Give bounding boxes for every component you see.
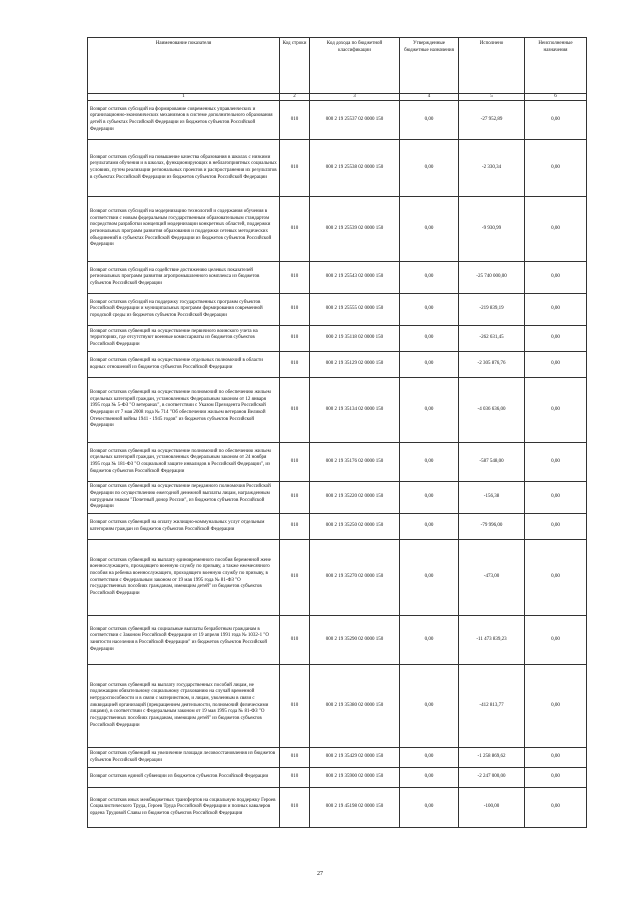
row-kbk: 000 2 19 25538 02 0000 150 xyxy=(310,140,400,197)
row-name: Возврат остатков иных межбюджетных трансфертов на социальную поддержку Героев Социалистического Труда, Героев Труда Российской Федерации и полных кавалеров ордена Трудовой Славы из бюджетов субъектов Российской Федерации xyxy=(88,788,280,828)
row-unexecuted: 0,00 xyxy=(525,748,587,768)
row-unexecuted: 0,00 xyxy=(525,140,587,197)
table-row xyxy=(88,326,587,352)
row-code: 010 xyxy=(280,352,310,378)
row-name: Возврат остатков субвенций на увеличение площади лесовосстановления из бюджетов субъектов Российской Федерации xyxy=(88,748,280,768)
row-approved: 0,00 xyxy=(400,140,459,197)
row-code: 010 xyxy=(280,294,310,326)
row-unexecuted: 0,00 xyxy=(525,482,587,514)
row-executed: -262 631,45 xyxy=(459,326,525,352)
row-name: Возврат остатков субвенций на социальные выплаты безработным гражданам в соответствии с Законом Российской Федерации от 19 апреля 1991 года № 1032-1 "О занятости населения в Российской Федерации" из бюджетов субъектов Российской Федерации xyxy=(88,616,280,665)
row-executed: -219 839,19 xyxy=(459,294,525,326)
row-executed: -156,38 xyxy=(459,482,525,514)
row-code: 010 xyxy=(280,378,310,443)
row-name: Возврат остатков субсидий на повышение качества образования в школах с низкими результатами обучения и в школах, функционирующих в неблагоприятных социальных условиях, путем реализации региональных проектов и распространения их результатов в субъектах Российской Федерации из бюджетов субъектов Российской Федерации xyxy=(88,140,280,197)
row-kbk: 000 2 19 35220 02 0000 150 xyxy=(310,482,400,514)
table-row xyxy=(88,140,587,197)
table-row xyxy=(88,352,587,378)
row-name: Возврат остатков субсидий на формирование современных управленческих и организационно-экономических механизмов в системе дополнительного образования детей в субъектах Российской Федерации из бюджетов субъектов Российской Федерации xyxy=(88,101,280,140)
column-numbers-row xyxy=(88,94,587,101)
table-row xyxy=(88,616,587,665)
row-executed: -2 305 876,76 xyxy=(459,352,525,378)
row-code: 010 xyxy=(280,101,310,140)
column-number: 3 xyxy=(310,94,400,101)
table-row xyxy=(88,514,587,540)
row-code: 010 xyxy=(280,262,310,294)
row-name: Возврат остатков субвенций на выплату государственных пособий лицам, не подлежащим обязательному социальному страхованию на случай временной нетрудоспособности и в связи с материнством, и лицам, уволенным в связи с ликвидацией организаций (прекращением деятельности, полномочий физическими лицами), в соответствии с Федеральным законом от 19 мая 1995 года № 81-ФЗ "О государственных пособиях гражданам, имеющим детей" из бюджетов субъектов Российской Федерации xyxy=(88,665,280,748)
row-executed: -11 473 839,23 xyxy=(459,616,525,665)
table-row xyxy=(88,748,587,768)
row-executed: -1 258 869,62 xyxy=(459,748,525,768)
row-name: Возврат остатков субсидий на поддержку государственных программ субъектов Российской Федерации и муниципальных программ формирования современной городской среды из бюджетов субъектов Российской Федерации xyxy=(88,294,280,326)
table-row xyxy=(88,540,587,616)
row-approved: 0,00 xyxy=(400,514,459,540)
row-name: Возврат остатков субвенций на осуществление первичного воинского учета на территориях, где отсутствуют военные комиссариаты из бюджетов субъектов Российской Федерации xyxy=(88,326,280,352)
header-cell: Наименование показателя xyxy=(88,38,280,94)
row-kbk: 000 2 19 35118 02 0000 150 xyxy=(310,326,400,352)
row-kbk: 000 2 19 35380 02 0000 150 xyxy=(310,665,400,748)
row-code: 010 xyxy=(280,616,310,665)
row-unexecuted: 0,00 xyxy=(525,294,587,326)
row-kbk: 000 2 19 35129 02 0000 150 xyxy=(310,352,400,378)
row-kbk: 000 2 19 35176 02 0000 150 xyxy=(310,443,400,482)
row-code: 010 xyxy=(280,443,310,482)
table-row xyxy=(88,378,587,443)
budget-report-table xyxy=(87,37,587,828)
row-approved: 0,00 xyxy=(400,540,459,616)
row-kbk: 000 2 19 35134 02 0000 150 xyxy=(310,378,400,443)
row-approved: 0,00 xyxy=(400,748,459,768)
header-cell: Код дохода по бюджетной классификации xyxy=(310,38,400,94)
column-number: 4 xyxy=(400,94,459,101)
row-name: Возврат остатков субвенций на осуществление полномочий по обеспечению жильем отдельных категорий граждан, установленных Федеральным законом от 12 января 1995 года № 5-ФЗ "О ветеранах", в соответствии с Указом Президента Российской Федерации от 7 мая 2008 года № 714 "Об обеспечении жильем ветеранов Великой Отечественной войны 1941 - 1945 годов" из бюджетов субъектов Российской Федерации xyxy=(88,378,280,443)
row-name: Возврат остатков субвенций на осуществление переданного полномочия Российской Федерации по осуществлению ежегодной денежной выплаты лицам, награжденным нагрудным знаком "Почетный донор России", из бюджетов субъектов Российской Федерации xyxy=(88,482,280,514)
row-name: Возврат остатков субсидий на содействие достижению целевых показателей региональных программ развития агропромышленного комплекса из бюджетов субъектов Российской Федерации xyxy=(88,262,280,294)
row-code: 010 xyxy=(280,482,310,514)
column-number: 2 xyxy=(280,94,310,101)
row-approved: 0,00 xyxy=(400,443,459,482)
row-code: 010 xyxy=(280,140,310,197)
row-approved: 0,00 xyxy=(400,197,459,262)
table-row xyxy=(88,788,587,828)
row-unexecuted: 0,00 xyxy=(525,540,587,616)
row-approved: 0,00 xyxy=(400,768,459,788)
row-kbk: 000 2 19 25543 02 0000 150 xyxy=(310,262,400,294)
row-kbk: 000 2 19 25537 02 0000 150 xyxy=(310,101,400,140)
row-code: 010 xyxy=(280,197,310,262)
row-code: 010 xyxy=(280,514,310,540)
table-row xyxy=(88,101,587,140)
row-approved: 0,00 xyxy=(400,665,459,748)
row-code: 010 xyxy=(280,748,310,768)
row-kbk: 000 2 19 35270 02 0000 150 xyxy=(310,540,400,616)
row-kbk: 000 2 19 35900 02 0000 150 xyxy=(310,768,400,788)
row-kbk: 000 2 19 25555 02 0000 150 xyxy=(310,294,400,326)
row-unexecuted: 0,00 xyxy=(525,616,587,665)
column-number: 1 xyxy=(88,94,280,101)
row-unexecuted: 0,00 xyxy=(525,788,587,828)
table-row xyxy=(88,443,587,482)
row-name: Возврат остатков субсидий на модернизацию технологий и содержания обучения в соответствии с новым федеральным государственным образовательным стандартом посредством разработки концепций модернизации конкретных областей, поддержки региональных программ развития образования и поддержки сетевых методических объединений в субъектах Российской Федерации из бюджетов субъектов Российской Федерации xyxy=(88,197,280,262)
row-executed: -473,00 xyxy=(459,540,525,616)
row-name: Возврат остатков единой субвенции из бюджетов субъектов Российской Федерации xyxy=(88,768,280,788)
table-row xyxy=(88,482,587,514)
row-kbk: 000 2 19 35250 02 0000 150 xyxy=(310,514,400,540)
row-executed: -4 036 636,00 xyxy=(459,378,525,443)
row-unexecuted: 0,00 xyxy=(525,378,587,443)
row-approved: 0,00 xyxy=(400,378,459,443)
row-executed: -2 330,34 xyxy=(459,140,525,197)
row-approved: 0,00 xyxy=(400,262,459,294)
row-name: Возврат остатков субвенций на оплату жилищно-коммунальных услуг отдельным категориям граждан из бюджетов субъектов Российской Федерации xyxy=(88,514,280,540)
page-number: 27 xyxy=(317,871,323,877)
row-kbk: 000 2 19 45198 02 0000 150 xyxy=(310,788,400,828)
header-cell: Утвержденные бюджетные назначения xyxy=(400,38,459,94)
row-unexecuted: 0,00 xyxy=(525,197,587,262)
row-executed: -25 740 000,00 xyxy=(459,262,525,294)
row-approved: 0,00 xyxy=(400,616,459,665)
header-cell: Исполнено xyxy=(459,38,525,94)
row-code: 010 xyxy=(280,326,310,352)
row-unexecuted: 0,00 xyxy=(525,443,587,482)
row-unexecuted: 0,00 xyxy=(525,101,587,140)
table-row xyxy=(88,665,587,748)
row-executed: -587 548,00 xyxy=(459,443,525,482)
row-code: 010 xyxy=(280,788,310,828)
table-row xyxy=(88,197,587,262)
row-name: Возврат остатков субвенций на выплату единовременного пособия беременной жене военнослужащего, проходящего военную службу по призыву, а также ежемесячного пособия на ребенка военнослужащего, проходящего военную службу по призыву, в соответствии с Федеральным законом от 19 мая 1995 года № 81-ФЗ "О государственных пособиях гражданам, имеющим детей" из бюджетов субъектов Российской Федерации xyxy=(88,540,280,616)
header-row xyxy=(88,38,587,94)
row-name: Возврат остатков субвенций на осуществление отдельных полномочий в области водных отношений из бюджетов субъектов Российской Федерации xyxy=(88,352,280,378)
table-row xyxy=(88,262,587,294)
row-unexecuted: 0,00 xyxy=(525,768,587,788)
row-unexecuted: 0,00 xyxy=(525,352,587,378)
row-code: 010 xyxy=(280,665,310,748)
row-code: 010 xyxy=(280,768,310,788)
table-row xyxy=(88,294,587,326)
row-executed: -100,00 xyxy=(459,788,525,828)
header-cell: Код строки xyxy=(280,38,310,94)
row-code: 010 xyxy=(280,540,310,616)
row-approved: 0,00 xyxy=(400,482,459,514)
row-unexecuted: 0,00 xyxy=(525,326,587,352)
row-name: Возврат остатков субвенций на осуществление полномочий по обеспечению жильем отдельных категорий граждан, установленных Федеральным законом от 24 ноября 1995 года № 181-ФЗ "О социальной защите инвалидов в Российской Федерации", из бюджетов субъектов Российской Федерации xyxy=(88,443,280,482)
row-approved: 0,00 xyxy=(400,352,459,378)
table-body xyxy=(88,101,587,828)
row-approved: 0,00 xyxy=(400,326,459,352)
row-kbk: 000 2 19 35290 02 0000 150 xyxy=(310,616,400,665)
row-executed: -9 930,99 xyxy=(459,197,525,262)
column-number: 6 xyxy=(525,94,587,101)
row-kbk: 000 2 19 35429 02 0000 150 xyxy=(310,748,400,768)
row-approved: 0,00 xyxy=(400,294,459,326)
row-approved: 0,00 xyxy=(400,101,459,140)
row-unexecuted: 0,00 xyxy=(525,262,587,294)
row-executed: -27 952,89 xyxy=(459,101,525,140)
row-unexecuted: 0,00 xyxy=(525,514,587,540)
row-unexecuted: 0,00 xyxy=(525,665,587,748)
row-executed: -2 247 000,00 xyxy=(459,768,525,788)
header-cell: Неисполненные назначения xyxy=(525,38,587,94)
row-kbk: 000 2 19 25539 02 0000 150 xyxy=(310,197,400,262)
row-approved: 0,00 xyxy=(400,788,459,828)
row-executed: -79 996,00 xyxy=(459,514,525,540)
table-row xyxy=(88,768,587,788)
row-executed: -412 813,77 xyxy=(459,665,525,748)
column-number: 5 xyxy=(459,94,525,101)
